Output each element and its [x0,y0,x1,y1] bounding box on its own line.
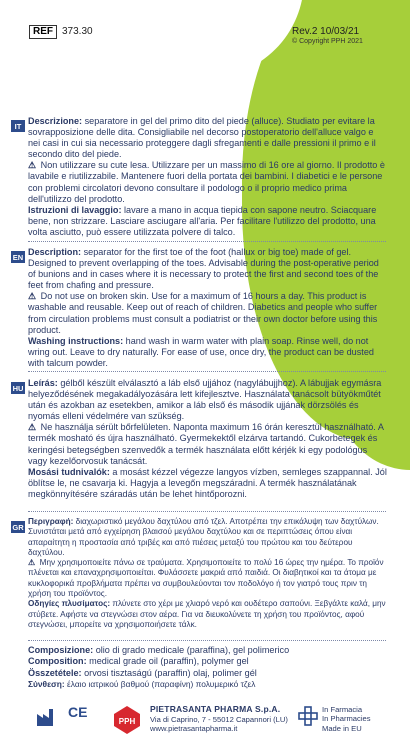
footer [0,690,410,753]
language-tag-en: EN [12,252,24,262]
logo-text: PPH [118,717,136,726]
description-paragraph [28,517,388,558]
paragraph-text: separator for the first toe of the foot (hallux or big toe) made of gel. Designed to prevent overlapping of the toes. Advisable during the post-operative period of bunions and in cases where it is necessary to protect the first and second toes of the feet from chafing and pressure. [28,247,379,291]
paragraph-lead: Description: [28,247,82,257]
paragraph-text: a mosást kézzel végezze langyos vízben, semleges szappannal. Jól öblítse le, ne csavarja ki. Hagyja a levegőn megszáradni. A termék használatának megkönnyítésére száradás után be lehet hintőporozni. [28,466,387,499]
divider [28,241,386,242]
paragraph-text: διαχωριστικό μεγάλου δαχτύλου από τζελ. Αποτρέπει την επικάλυψη των δαχτύλων. Συνιστάται μετά από εγχείρηση βλαισού μεγάλου δαχτύλου και σε περιπτώσεις όπου είναι απαραίτητη η προστασία από τριβές και από πιέσεις μεταξύ του πρώτου και του δεύτερου δαχτύλου. [28,517,379,557]
made-in: Made in EU [322,723,362,733]
paragraph-text: Do not use on broken skin. Use for a maximum of 16 hours a day. This product is washable and reusable. Keep out of reach of children. Diabetics and people who suffer from circulation problems must consult a podiatrist or their own doctor before using this product. [28,291,378,335]
washing-paragraph [28,205,388,238]
paragraph-lead: Leírás: [28,378,58,388]
company-website: www.pietrasantapharma.it [150,724,238,733]
composition-lead: Composition: [28,656,87,667]
company-logo [112,704,142,736]
language-tag-gr: GR [12,522,24,532]
composition-line [28,645,289,656]
washing-paragraph [28,336,388,369]
divider [28,511,386,512]
composition-lead: Σύνθεση: [28,678,65,689]
paragraph-lead: Istruzioni di lavaggio: [28,204,122,215]
warning-icon: ⚠ [28,422,37,433]
warning-paragraph [28,291,388,335]
composition-lead: Composizione: [28,645,94,655]
composition-text: medical grade oil (paraffin), polymer gel [86,656,249,667]
paragraph-lead: Descrizione: [28,116,83,126]
ce-mark: CE [68,704,88,720]
paragraph-text: Non utilizzare su cute lesa. Utilizzare per un massimo di 16 ore al giorno. Il prodotto è lavabile e riutilizzabile. Mantenere fuori della portata dei bambini. I diabetici e le persone con problemi circolatori devono consultare il podologo o il proprio medico prima dell'utilizzo del prodotto. [28,160,385,204]
paragraph-text: lavare a mano in acqua tiepida con sapone neutro. Sciacquare bene, non strizzare. Lasciare asciugare all'aria. Per facilitare l'utilizzo del prodotto, una volta asciutto, può essere utilizzata polvere di talco. [28,204,377,237]
warning-paragraph [28,160,388,204]
ref-number: 373.30 [62,26,93,37]
language-tag-it: IT [11,120,25,132]
composition-text: έλαιο ιατρικού βαθμού (παραφίνη) πολυμερικό τζελ [64,678,256,689]
distribution-info [322,705,371,733]
language-tag-hu: HU [12,383,24,393]
description-paragraph [28,378,388,422]
warning-icon: ⚠ [28,558,36,568]
pharmacy-cross-icon [298,706,318,726]
warning-paragraph [28,558,388,599]
revision-date: Rev.2 10/03/21 [292,26,360,37]
divider [28,640,386,641]
warning-icon: ⚠ [28,160,37,171]
composition-text: orvosi tisztaságú (paraffin) olaj, polimer gél [81,667,257,678]
composition-text: olio di grado medicale (paraffina), gel polimerico [93,645,290,655]
composition-line [28,668,289,679]
paragraph-text: hand wash in warm water with plain soap. Rinse well, do not wring out. Leave to dry naturally. For ease of use, once dry, the product can be dusted with talcum powder. [28,335,374,368]
description-paragraph [28,247,388,291]
warning-paragraph [28,422,388,466]
company-name: PIETRASANTA PHARMA S.p.A. [150,704,281,714]
paragraph-lead: Mosási tudnivalók: [28,466,110,477]
ref-label: REF [29,25,57,39]
washing-paragraph [28,599,388,630]
section-en [28,247,388,369]
company-address: Via di Caprino, 7 - 55012 Capannori (LU) [150,714,288,724]
paragraph-lead: Washing instructions: [28,335,124,346]
divider [28,371,386,372]
warning-icon: ⚠ [28,291,37,302]
section-gr [28,517,388,630]
paragraph-text: Μην χρησιμοποιείτε πάνω σε τραύματα. Χρησιμοποιείτε το πολύ 16 ώρες την ημέρα. Το προϊόν πλένεται και επαναχρησιμοποιείται. Φυλάσσετε μακριά από παιδιά. Οι διαβητικοί και τα άτομα με κυκλοφορικά προβλήματα πρέπει να συμβουλεύονται τον ποδολόγο ή τον γιατρό τους πριν τη χρήση του προϊόντος. [28,558,384,599]
manufacturer-info [150,705,288,734]
paragraph-text: Ne használja sérült bőrfelületen. Naponta maximum 16 órán keresztül használható. A termék mosható és újra használható. Gyermekektől elzárva tartandó. Cukorbetegek és keringési betegségben szenvedők a termék használata előtt kérjék ki egy podológus vagy kezelőorvosuk tanácsát. [28,422,384,466]
paragraph-text: separatore in gel del primo dito del piede (alluce). Studiato per evitare la sovrapposizione delle dita. Consigliabile nel decorso postoperatorio dell'alluce valgo e nei casi in cui sia necessario proteggere dagli sfregamenti e dalle pressioni il primo e il secondo dito del piede. [28,116,376,160]
copyright: © Copyright PPH 2021 [292,38,363,45]
section-it [28,116,388,238]
paragraph-lead: Περιγραφή: [28,517,74,526]
washing-paragraph [28,467,388,500]
description-paragraph [28,116,388,160]
pharmacy-en: In Pharmacies [322,714,371,724]
paragraph-text: πλύνετε στο χέρι με χλιαρό νερό και ουδέτερο σαπούνι. Ξεβγάλτε καλά, μην στύβετε. Αφήστε να στεγνώσει στον αέρα. Για να διευκολύνετε τη χρήση του προϊόντος, αφού στεγνώσει, μπορείτε να χρησιμοποιήσετε τάλκ. [28,599,386,629]
composition-lead: Összetétele: [28,667,82,678]
pharmacy-it: In Farmacia [322,705,363,714]
composition-line [28,679,289,690]
paragraph-text: gélből készült elválasztó a láb első ujjához (nagylábujjhoz). A lábujjak egymásra helyeződésének megakadályozására lett kifejlesztve. Használata tanácsolt bütyökműtét után és azokban az esetekben, amikor a láb első és második ujjának dörzsölés és nyomás elleni védelmére van szükség. [28,378,382,422]
paragraph-lead: Οδηγίες πλυσίματος: [28,599,111,609]
composition-block [28,645,289,690]
manufacturer-icon [36,707,58,727]
composition-line [28,656,289,667]
section-hu [28,378,388,500]
